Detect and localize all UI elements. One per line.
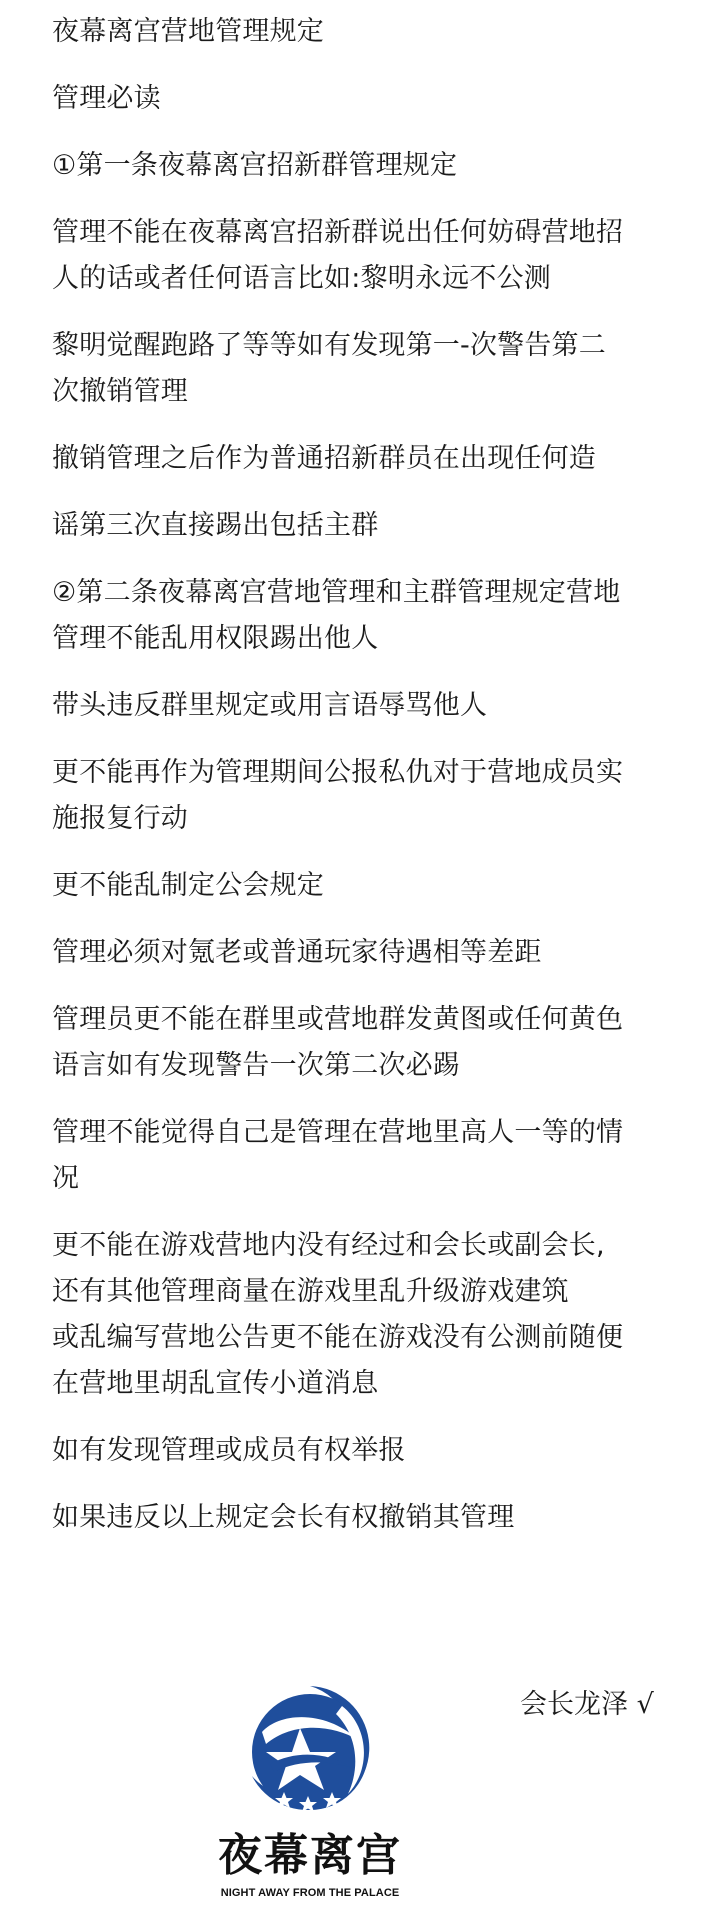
guild-logo [200,1680,420,1920]
text-line: 更不能在游戏营地内没有经过和会长或副会长, [52,1230,605,1261]
text-line: 如果违反以上规定会长有权撤销其管理 [52,1502,515,1533]
rule-heading: ①第一条夜幕离宫招新群管理规定 [52,150,458,181]
text-line: 更不能再作为管理期间公报私仇对于营地成员实 [52,757,624,788]
text-line: 在营地里胡乱宣传小道消息 [52,1368,379,1399]
text-line: 人的话或者任何语言比如:黎明永远不公测 [52,263,551,294]
text-line: 还有其他管理商量在游戏里乱升级游戏建筑 [52,1276,569,1307]
section-heading: 管理必读 [52,83,161,114]
text-line: 或乱编写营地公告更不能在游戏没有公测前随便 [52,1322,624,1353]
text-line: 撤销管理之后作为普通招新群员在出现任何造 [52,443,596,474]
text-line: 黎明觉醒跑路了等等如有发现第一-次警告第二 [52,330,606,361]
rule-heading: ②第二条夜幕离宫营地管理和主群管理规定营地 [52,577,621,608]
text-line: 管理不能在夜幕离宫招新群说出任何妨碍营地招 [52,217,624,248]
document-body [52,12,692,1538]
text-line: 管理必须对氪老或普通玩家待遇相等差距 [52,937,542,968]
text-line: 如有发现管理或成员有权举报 [52,1435,406,1466]
text-line: 况 [52,1163,80,1194]
logo-subtitle: NIGHT AWAY FROM THE PALACE [220,1887,400,1899]
signature: 会长龙泽 √ [520,1689,654,1720]
text-line: 更不能乱制定公会规定 [52,870,324,901]
text-line: 次撤销管理 [52,376,188,407]
text-line: 管理员更不能在群里或营地群发黄图或任何黄色 [52,1004,624,1035]
text-line: 谣第三次直接踢出包括主群 [52,510,379,541]
text-line: 语言如有发现警告一次第二次必踢 [52,1050,460,1081]
document-title: 夜幕离宫营地管理规定 [52,16,324,47]
text-line: 管理不能觉得自己是管理在营地里高人一等的情 [52,1117,624,1148]
text-line: 管理不能乱用权限踢出他人 [52,623,379,654]
text-line: 带头违反群里规定或用言语辱骂他人 [52,690,488,721]
text-line: 施报复行动 [52,803,188,834]
star-emblem-icon [240,1680,380,1830]
logo-title: 夜幕离宫 [218,1830,402,1881]
